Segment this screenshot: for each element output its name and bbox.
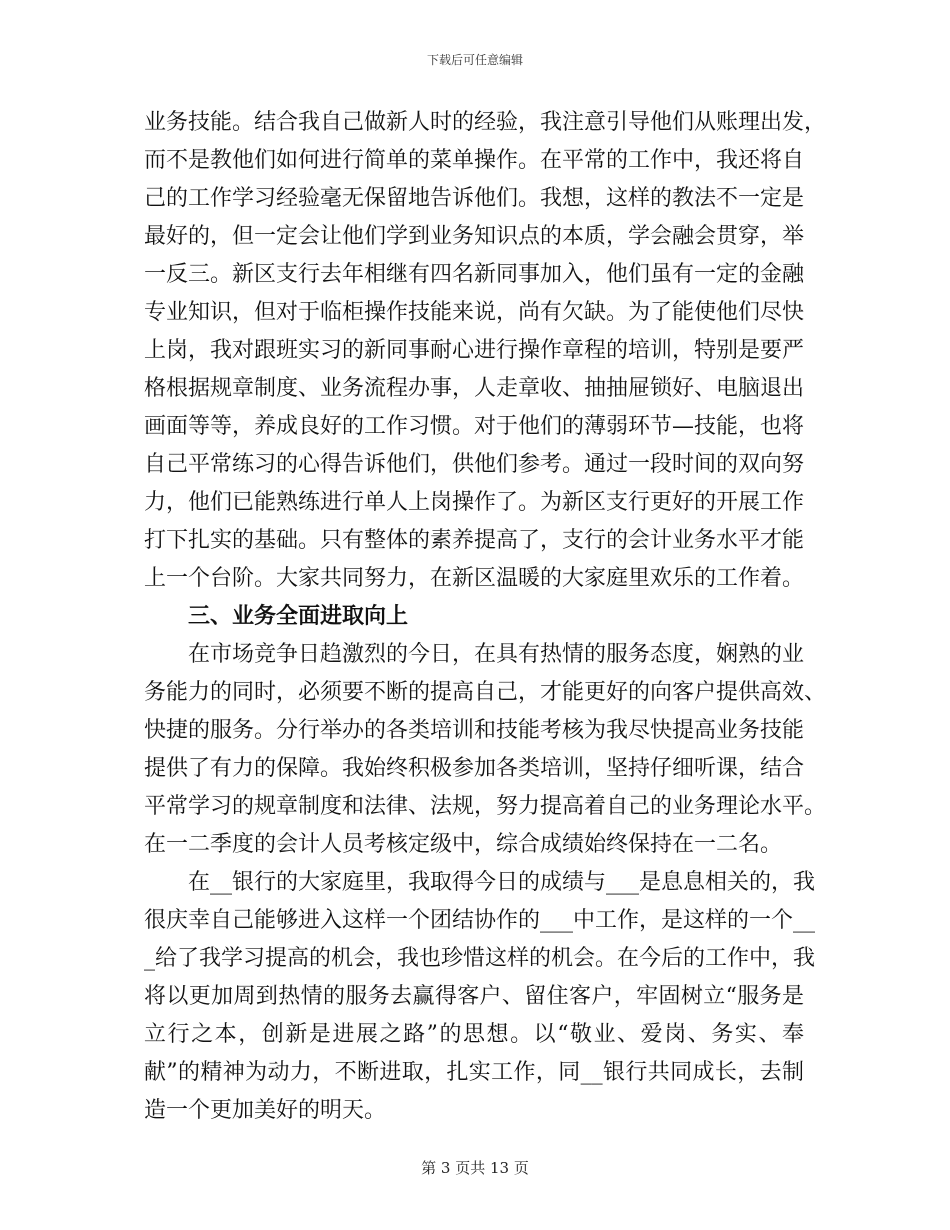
paragraph-3	[144, 864, 816, 1130]
text-line: 上一个台阶。大家共同努力，在新区温暖的大家庭里欢乐的工作着。	[144, 566, 805, 591]
text-line: 一反三。新区支行去年相继有四名新同事加入，他们虽有一定的金融	[144, 262, 805, 287]
text-line: 画面等等，养成良好的工作习惯。对于他们的薄弱环节—技能，也将	[144, 414, 805, 439]
text-line: 在__银行的大家庭里，我取得今日的成绩与___是息息相关的，我	[188, 870, 816, 895]
document-body	[144, 104, 827, 1130]
text-line: 造一个更加美好的明天。	[144, 1098, 387, 1123]
text-line: 在一二季度的会计人员考核定级中，综合成绩始终保持在一二名。	[144, 832, 783, 857]
text-line: 立行之本，创新是进展之路”的思想。以“敬业、爱岗、务实、奉	[144, 1022, 804, 1047]
page-number: 第 3 页共 13 页	[421, 1159, 529, 1177]
text-line: 平常学习的规章制度和法律、法规，努力提高着自己的业务理论水平。	[144, 794, 827, 819]
page-header: 下载后可任意编辑	[426, 53, 523, 67]
text-line: 快捷的服务。分行举办的各类培训和技能考核为我尽快提高业务技能	[144, 718, 805, 743]
text-line: 业务技能。结合我自己做新人时的经验，我注意引导他们从账理出发，	[144, 110, 827, 135]
text-line: _给了我学习提高的机会，我也珍惜这样的机会。在今后的工作中，我	[144, 946, 816, 971]
text-line: 打下扎实的基础。只有整体的素养提高了，支行的会计业务水平才能	[144, 528, 805, 553]
text-line: 力，他们已能熟练进行单人上岗操作了。为新区支行更好的开展工作	[144, 490, 805, 515]
section-heading: 三、业务全面进取向上	[188, 604, 409, 629]
text-line: 上岗，我对跟班实习的新同事耐心进行操作章程的培训，特别是要严	[144, 338, 805, 363]
text-line: 专业知识，但对于临柜操作技能来说，尚有欠缺。为了能使他们尽快	[144, 300, 805, 325]
text-line: 将以更加周到热情的服务去赢得客户、留住客户，牢固树立“服务是	[144, 984, 804, 1009]
text-line: 在市场竞争日趋激烈的今日，在具有热情的服务态度，娴熟的业	[188, 642, 805, 667]
text-line: 最好的，但一定会让他们学到业务知识点的本质，学会融会贯穿，举	[144, 224, 805, 249]
text-line: 献”的精神为动力，不断进取，扎实工作，同__银行共同成长，去制	[144, 1060, 804, 1085]
text-line: 提供了有力的保障。我始终积极参加各类培训，坚持仔细听课，结合	[144, 756, 805, 781]
text-line: 己的工作学习经验毫无保留地告诉他们。我想，这样的教法不一定是	[144, 186, 805, 211]
text-line: 自己平常练习的心得告诉他们，供他们参考。通过一段时间的双向努	[144, 452, 805, 477]
text-line: 很庆幸自己能够进入这样一个团结协作的___中工作，是这样的一个__	[144, 908, 816, 933]
paragraph-2	[144, 636, 827, 864]
text-line: 务能力的同时，必须要不断的提高自己，才能更好的向客户提供高效、	[144, 680, 827, 705]
text-line: 格根据规章制度、业务流程办事，人走章收、抽抽屉锁好、电脑退出	[144, 376, 805, 401]
paragraph-1	[144, 104, 827, 598]
text-line: 而不是教他们如何进行简单的菜单操作。在平常的工作中，我还将自	[144, 148, 805, 173]
